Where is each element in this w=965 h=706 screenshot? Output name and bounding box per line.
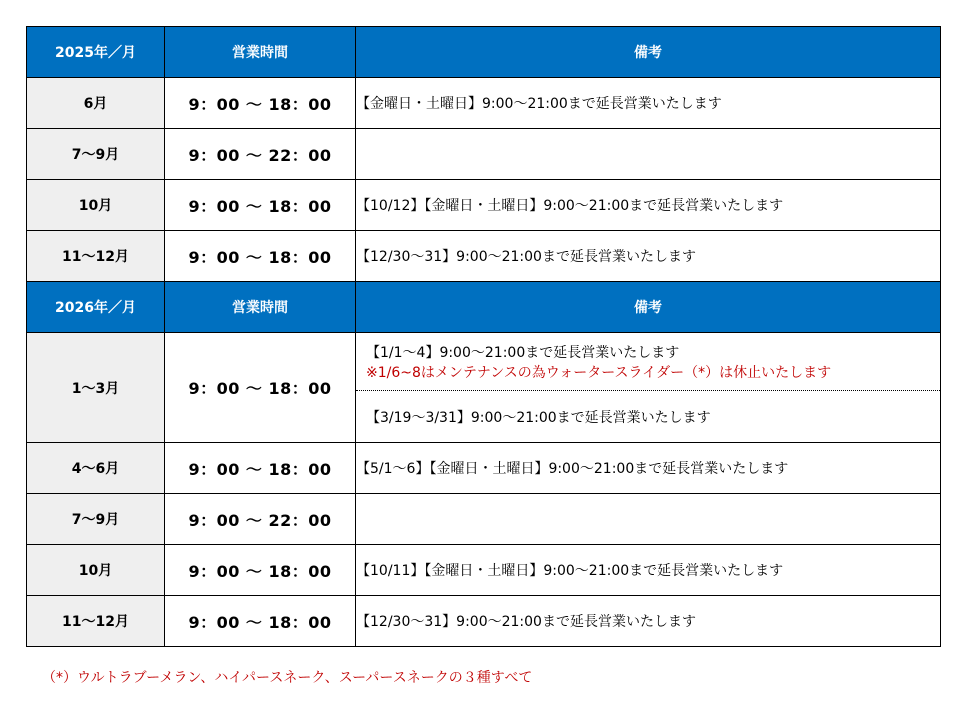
month-cell: 10月 bbox=[27, 180, 165, 231]
hours-cell: 9：00 〜 18：00 bbox=[165, 333, 356, 443]
note-text: 【3/19〜3/31】9:00〜21:00まで延長営業いたします bbox=[366, 409, 711, 426]
hours-cell: 9：00 〜 18：00 bbox=[165, 443, 356, 494]
header-year-month: 2025年／月 bbox=[27, 27, 165, 78]
hours-cell: 9：00 〜 18：00 bbox=[165, 180, 356, 231]
note-cell: 【5/1〜6】【金曜日・土曜日】9:00〜21:00まで延長営業いたします bbox=[356, 443, 941, 494]
table-row bbox=[27, 333, 941, 443]
note-cell bbox=[356, 129, 941, 180]
note-cell: 【10/12】【金曜日・土曜日】9:00〜21:00まで延長営業いたします bbox=[356, 180, 941, 231]
note-cell-split bbox=[356, 333, 941, 443]
header-notes: 備考 bbox=[356, 27, 941, 78]
table-row bbox=[27, 494, 941, 545]
month-cell: 4〜6月 bbox=[27, 443, 165, 494]
note-sub-second bbox=[356, 391, 940, 442]
header-hours: 営業時間 bbox=[165, 27, 356, 78]
month-cell: 6月 bbox=[27, 78, 165, 129]
table-row bbox=[27, 443, 941, 494]
hours-cell: 9：00 〜 18：00 bbox=[165, 231, 356, 282]
hours-cell: 9：00 〜 18：00 bbox=[165, 596, 356, 647]
business-hours-table bbox=[26, 26, 941, 647]
maintenance-warning: ※1/6~8はメンテナンスの為ウォータースライダー（*）は休止いたします bbox=[366, 364, 832, 381]
footnote: （*）ウルトラブーメラン、ハイパースネーク、スーパースネークの３種すべて bbox=[42, 670, 533, 686]
note-text: 【1/1〜4】9:00〜21:00まで延長営業いたします bbox=[366, 344, 680, 361]
header-row-2025 bbox=[27, 27, 941, 78]
month-cell: 10月 bbox=[27, 545, 165, 596]
header-year-month: 2026年／月 bbox=[27, 282, 165, 333]
table-row bbox=[27, 545, 941, 596]
table-row bbox=[27, 231, 941, 282]
note-sub-first bbox=[356, 333, 940, 391]
note-cell: 【10/11】【金曜日・土曜日】9:00〜21:00まで延長営業いたします bbox=[356, 545, 941, 596]
hours-cell: 9：00 〜 18：00 bbox=[165, 545, 356, 596]
note-cell: 【12/30〜31】9:00〜21:00まで延長営業いたします bbox=[356, 231, 941, 282]
table-row bbox=[27, 78, 941, 129]
table-row bbox=[27, 129, 941, 180]
note-cell: 【12/30〜31】9:00〜21:00まで延長営業いたします bbox=[356, 596, 941, 647]
month-cell: 1〜3月 bbox=[27, 333, 165, 443]
header-hours: 営業時間 bbox=[165, 282, 356, 333]
hours-cell: 9：00 〜 22：00 bbox=[165, 494, 356, 545]
hours-cell: 9：00 〜 18：00 bbox=[165, 78, 356, 129]
month-cell: 7〜9月 bbox=[27, 129, 165, 180]
month-cell: 11〜12月 bbox=[27, 231, 165, 282]
table-row bbox=[27, 596, 941, 647]
header-notes: 備考 bbox=[356, 282, 941, 333]
note-cell bbox=[356, 494, 941, 545]
hours-cell: 9：00 〜 22：00 bbox=[165, 129, 356, 180]
month-cell: 7〜9月 bbox=[27, 494, 165, 545]
table-row bbox=[27, 180, 941, 231]
month-cell: 11〜12月 bbox=[27, 596, 165, 647]
header-row-2026 bbox=[27, 282, 941, 333]
note-cell: 【金曜日・土曜日】9:00〜21:00まで延長営業いたします bbox=[356, 78, 941, 129]
